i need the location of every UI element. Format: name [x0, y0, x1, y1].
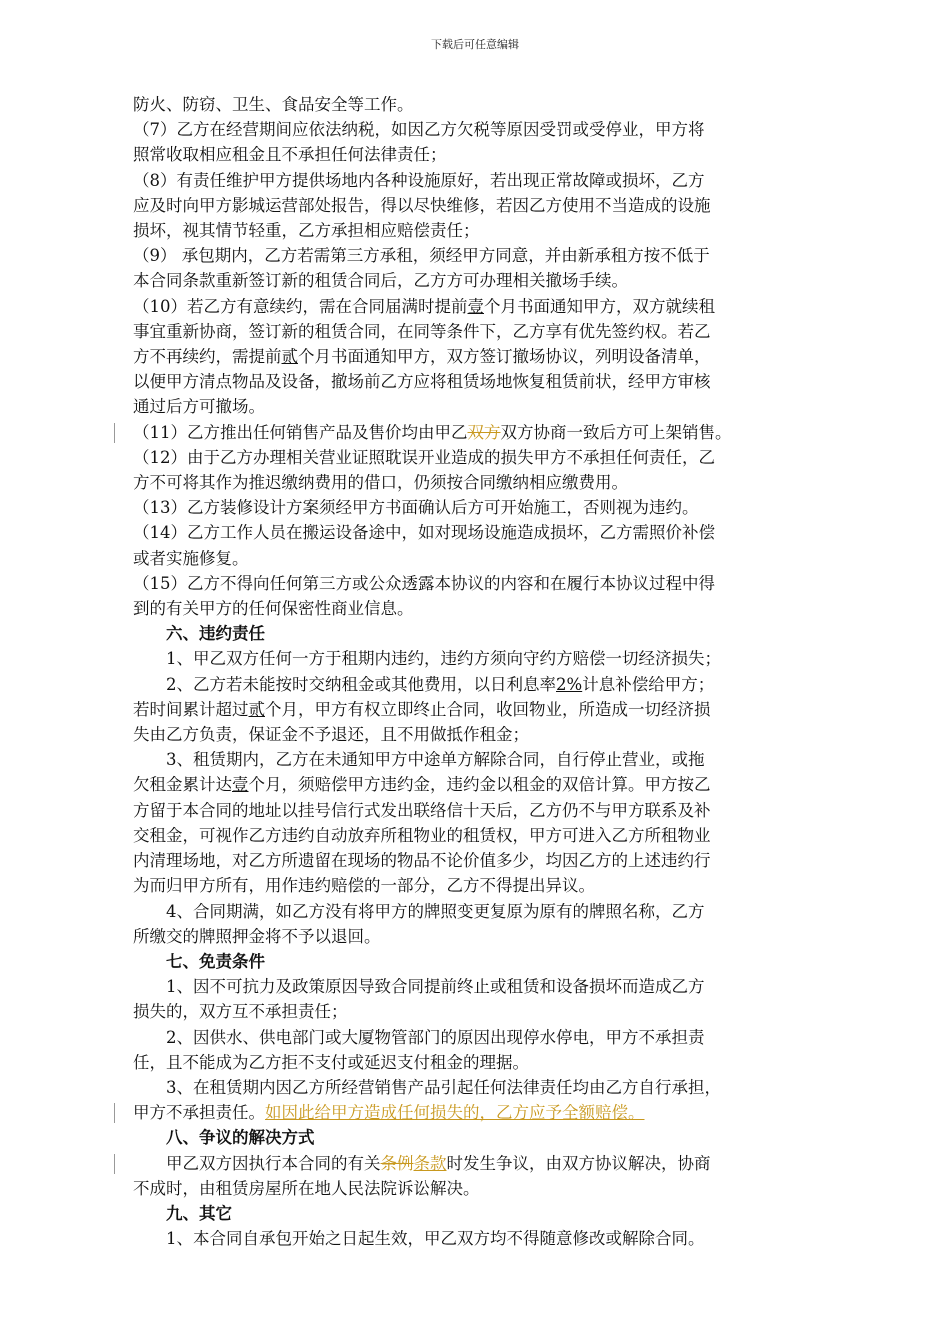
- text-line: [133, 1151, 818, 1176]
- underlined-value: 贰: [248, 699, 265, 719]
- text-run: （10）若乙方有意续约，需在合同届满时提前: [133, 296, 468, 316]
- page-header: 下载后可任意编辑: [431, 38, 519, 51]
- text-line: 通过后方可撤场。: [133, 397, 265, 417]
- text-run: （11）乙方推出任何销售产品及售价均由甲乙: [133, 422, 468, 442]
- text-line: 内清理场地，对乙方所遗留在现场的物品不论价值多少，均因乙方的上述违约行: [133, 851, 711, 871]
- text-run: 2、乙方若未能按时交纳租金或其他费用，以日利息率: [166, 674, 556, 694]
- section-heading: 九、其它: [166, 1203, 232, 1223]
- text-line: 损失的，双方互不承担责任；: [133, 1002, 348, 1022]
- text-line: [133, 1100, 818, 1125]
- text-line: 方不可将其作为推迟缴纳费用的借口，仍须按合同缴纳相应缴费用。: [133, 473, 628, 493]
- underlined-value: 2%: [556, 674, 583, 694]
- text-line: [133, 772, 818, 797]
- text-line: （8）有责任维护甲方提供场地内各种设施原好，若出现正常故障或损坏，乙方: [133, 170, 705, 190]
- text-run: 甲方不承担责任。: [133, 1103, 265, 1123]
- text-line: [133, 420, 818, 445]
- text-line: [133, 344, 818, 369]
- text-run: 双方协商一致后方可上架销售。: [500, 422, 732, 442]
- text-line: （14）乙方工作人员在搬运设备途中，如对现场设施造成损坏，乙方需照价补偿: [133, 523, 715, 543]
- section-heading: 八、争议的解决方式: [166, 1128, 315, 1148]
- revised-line: [133, 420, 818, 445]
- text-run: 方不再续约，需提前: [133, 347, 282, 367]
- text-line: （7）乙方在经营期间应依法纳税，如因乙方欠税等原因受罚或受停业，甲方将: [133, 120, 705, 140]
- inserted-text: 如因此给甲方造成任何损失的，乙方应予全额赔偿。: [265, 1103, 645, 1123]
- text-run: 欠租金累计达: [133, 775, 232, 795]
- underlined-value: 贰: [281, 347, 298, 367]
- text-line: 3、租赁期内，乙方在未通知甲方中途单方解除合同，自行停止营业，或拖: [166, 750, 705, 770]
- text-line: 1、本合同自承包开始之日起生效，甲乙双方均不得随意修改或解除合同。: [166, 1229, 705, 1249]
- text-run: 个月，须赔偿甲方违约金，违约金以租金的双倍计算。甲方按乙: [248, 775, 711, 795]
- text-line: 为而归甲方所有，用作违约赔偿的一部分，乙方不得提出异议。: [133, 876, 595, 896]
- underlined-value: 壹: [232, 775, 249, 795]
- inserted-text: 条款: [413, 1153, 447, 1173]
- text-line: 本合同条款重新签订新的租赁合同后，乙方方可办理相关撤场手续。: [133, 271, 628, 291]
- text-line: 2、因供水、供电部门或大厦物管部门的原因出现停水停电，甲方不承担责: [166, 1027, 705, 1047]
- deleted-text: 双方: [467, 422, 501, 442]
- text-line: 方留于本合同的地址以挂号信行式发出联络信十天后，乙方仍不与甲方联系及补: [133, 800, 711, 820]
- text-line: 任，且不能成为乙方拒不支付或延迟支付租金的理据。: [133, 1052, 529, 1072]
- text-run: 时发生争议，由双方协议解决，协商: [446, 1153, 711, 1173]
- text-line: [133, 697, 818, 722]
- revision-bar: [114, 1103, 115, 1123]
- revision-bar: [114, 423, 115, 443]
- text-run: 若时间累计超过: [133, 699, 249, 719]
- text-line: 以便甲方清点物品及设备，撤场前乙方应将租赁场地恢复租赁前状，经甲方审核: [133, 372, 711, 392]
- revised-line: [133, 1100, 818, 1125]
- text-line: 失由乙方负责，保证金不予退还，且不用做抵作租金；: [133, 725, 529, 745]
- text-run: 计息补偿给甲方；: [582, 674, 715, 694]
- section-heading: 七、免责条件: [166, 951, 265, 971]
- text-line: 所缴交的牌照押金将不予以退回。: [133, 926, 381, 946]
- text-line: 或者实施修复。: [133, 548, 249, 568]
- revision-bar: [114, 1154, 115, 1174]
- text-line: 到的有关甲方的任何保密性商业信息。: [133, 599, 414, 619]
- section-heading: 六、违约责任: [166, 624, 265, 644]
- text-run: 个月，甲方有权立即终止合同，收回物业，所造成一切经济损: [265, 699, 711, 719]
- text-line: 损坏，视其情节轻重，乙方承担相应赔偿责任；: [133, 221, 480, 241]
- deleted-text: 条例: [380, 1153, 414, 1173]
- text-line: 1、因不可抗力及政策原因导致合同提前终止或租赁和设备损坏而造成乙方: [166, 977, 705, 997]
- document-body: [133, 92, 818, 1251]
- underlined-value: 壹: [467, 296, 484, 316]
- revised-line: [133, 1151, 818, 1176]
- text-line: [133, 294, 818, 319]
- text-line: 应及时向甲方影城运营部处报告，得以尽快维修，若因乙方使用不当造成的设施: [133, 195, 711, 215]
- text-line: 1、甲乙双方任何一方于租期内违约，违约方须向守约方赔偿一切经济损失；: [166, 649, 721, 669]
- text-line: （12）由于乙方办理相关营业证照耽误开业造成的损失甲方不承担任何责任，乙: [133, 447, 715, 467]
- text-line: （13）乙方装修设计方案须经甲方书面确认后方可开始施工，否则视为违约。: [133, 498, 699, 518]
- text-line: （15）乙方不得向任何第三方或公众透露本协议的内容和在履行本协议过程中得: [133, 573, 715, 593]
- text-line: 交租金，可视作乙方违约自动放弃所租物业的租赁权，甲方可进入乙方所租物业: [133, 825, 711, 845]
- text-line: （9） 承包期内，乙方若需第三方承租，须经甲方同意，并由新承租方按不低于: [133, 246, 710, 266]
- text-line: 防火、防窃、卫生、食品安全等工作。: [133, 95, 414, 114]
- text-line: 4、合同期满，如乙方没有将甲方的牌照变更复原为原有的牌照名称，乙方: [166, 901, 705, 921]
- text-line: 3、在租赁期内因乙方所经营销售产品引起任何法律责任均由乙方自行承担，: [166, 1077, 721, 1097]
- text-line: 照常收取相应租金且不承担任何法律责任；: [133, 145, 447, 165]
- text-run: 甲乙双方因执行本合同的有关: [166, 1153, 381, 1173]
- text-run: 个月书面通知甲方，双方就续租: [484, 296, 715, 316]
- text-line: 不成时，由租赁房屋所在地人民法院诉讼解决。: [133, 1178, 480, 1198]
- text-line: [133, 672, 818, 697]
- text-run: 个月书面通知甲方，双方签订撤场协议，列明设备清单，: [298, 347, 711, 367]
- text-line: 事宜重新协商，签订新的租赁合同，在同等条件下，乙方享有优先签约权。若乙: [133, 321, 711, 341]
